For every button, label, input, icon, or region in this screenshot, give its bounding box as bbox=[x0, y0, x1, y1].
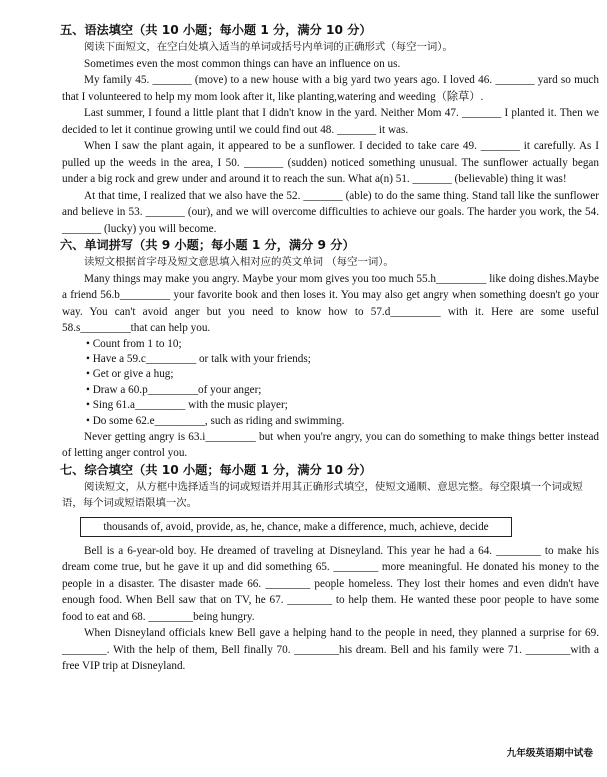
page-footer: 九年级英语期中试卷 bbox=[506, 748, 593, 759]
section-6-paragraph: Never getting angry is 63.i_________ but when you're angry, you can do something to make things better instead of letting anger control you. bbox=[62, 430, 599, 460]
section-6-title: 六、单词拼写（共 9 小题；每小题 1 分，满分 9 分） bbox=[60, 238, 355, 252]
section-5-title: 五、语法填空（共 10 小题；每小题 1 分，满分 10 分） bbox=[60, 23, 372, 37]
list-item: • Count from 1 to 10; bbox=[86, 337, 182, 350]
word-bank-box: thousands of, avoid, provide, as, he, chance, make a difference, much, achieve, decide bbox=[80, 517, 512, 537]
section-7-paragraph: Bell is a 6-year-old boy. He dreamed of traveling at Disneyland. This year he had a 64. ________ to make his dream come true, but he gave it up and did something 65. ________ more meaningful. He donated his money to the people in a disaster. The disaster made 66. ________ people homeless. They lost their homes and even didn't have enough food. When Bell saw that on TV, he 67. ________ to help them. He wanted these poor people to have some food to eat and 68. ________being hungry. bbox=[62, 544, 599, 623]
section-5-paragraph: Sometimes even the most common things can have an influence on us. bbox=[84, 57, 401, 70]
section-5 bbox=[62, 22, 599, 237]
section-7-title: 七、综合填空（共 10 小题；每小题 1 分，满分 10 分） bbox=[60, 462, 372, 477]
section-6-paragraph: Many things may make you angry. Maybe your mom gives you too much 55.h_________ like doing dishes.Maybe a friend 56.b_________ your favorite book and then loses it. You may also get angry when something doesn't go your way. You can't avoid anger but you need to know how to 57.d_________ with it. Here are some useful 58.s_________that can help you. bbox=[62, 272, 599, 334]
section-5-paragraph: When I saw the plant again, it appeared to be a sunflower. I decided to take care 49. _______ it carefully. As I pulled up the weeds in the area, I 50. _______ (sudden) noticed something unusual. The sunflower actually began under a big rock and grew under and around it to reach the sun. What a(n) 51. _______ (believable) thing it was! bbox=[62, 140, 599, 185]
section-7-instruction: 阅读短文，从方框中选择适当的词或短语并用其正确形式填空，使短文通顺、意思完整。每空限填一个词或短语，每个词或短语限填一次。 bbox=[62, 480, 583, 510]
section-6 bbox=[62, 237, 599, 462]
list-item: • Do some 62.e_________, such as riding and swimming. bbox=[86, 414, 345, 427]
list-item: • Sing 61.a_________ with the music player; bbox=[86, 399, 288, 412]
section-6-instruction: 读短文根据首字母及短文意思填入相对应的英文单词 （每空一词）。 bbox=[84, 256, 394, 268]
section-5-paragraph: At that time, I realized that we also have the 52. _______ (able) to do the same thing. Stand tall like the sunflower and believe in 53. _______ (our), and we will overcome difficulties to achieve our goals. The harder you work, the 54. _______ (lucky) you will become. bbox=[62, 189, 599, 235]
section-5-paragraph: Last summer, I found a little plant that I didn't know in the yard. Neither Mom 47. _______ I planted it. Then we decided to let it continue growing until we could find out 48. _______ it was. bbox=[62, 107, 599, 136]
section-7-paragraph: When Disneyland officials knew Bell gave a helping hand to the people in need, they planned a surprise for 69. ________. With the help of them, Bell finally 70. ________his dream. Bell and his family were 71. ________with a free VIP trip at Disneyland. bbox=[62, 627, 599, 673]
list-item: • Get or give a hug; bbox=[86, 368, 174, 381]
section-5-paragraph: My family 45. _______ (move) to a new house with a big yard two years ago. I loved 46. _______ yard so much that I volunteered to help my mom look after it, like planting,watering and weeding（除草）. bbox=[62, 74, 599, 103]
section-5-instruction: 阅读下面短文，在空白处填入适当的单词或括号内单词的正确形式（每空一词）。 bbox=[84, 41, 453, 53]
section-7 bbox=[62, 462, 599, 675]
list-item: • Draw a 60.p_________of your anger; bbox=[86, 383, 262, 396]
list-item: • Have a 59.c_________ or talk with your friends; bbox=[86, 352, 311, 365]
